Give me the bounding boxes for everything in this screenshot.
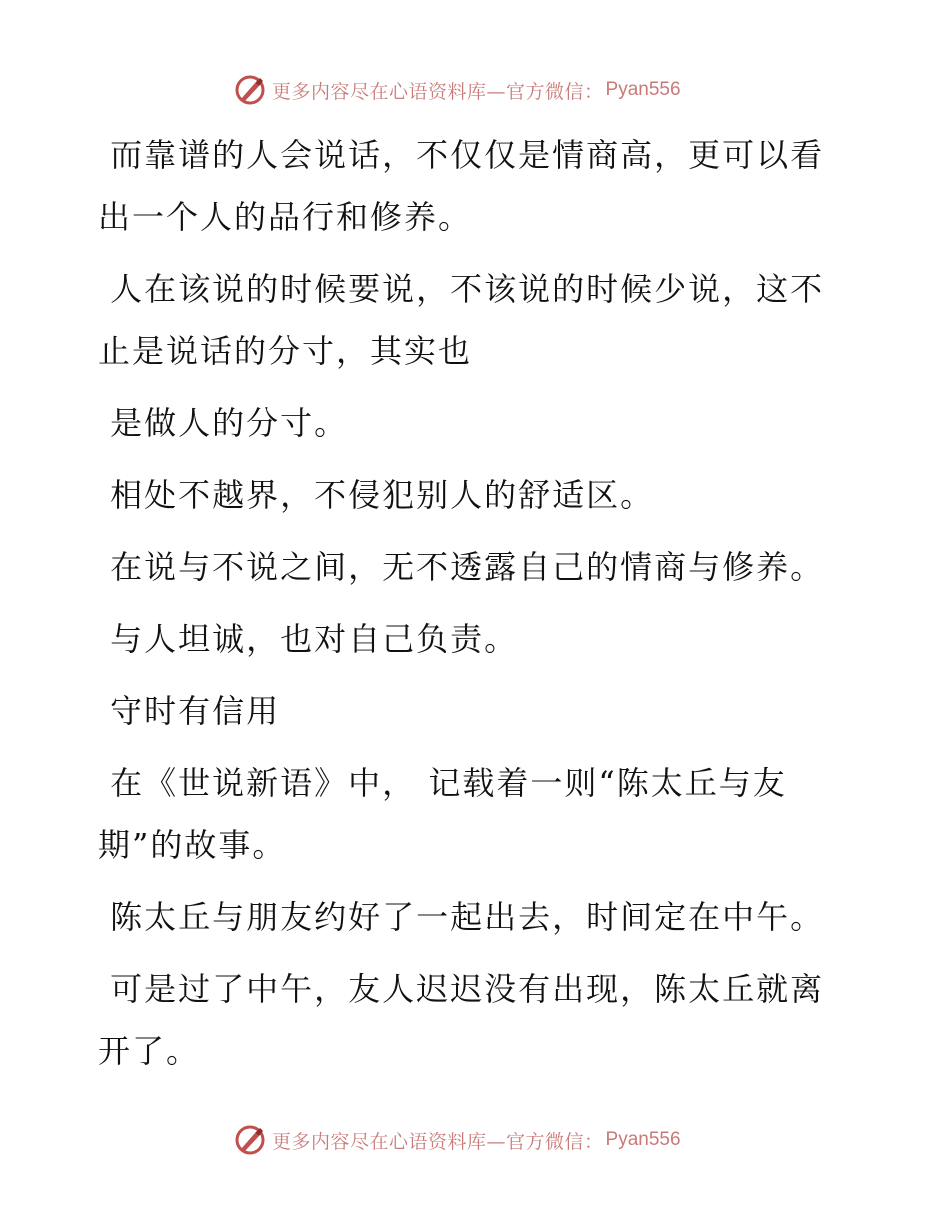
paragraph: 可是过了中午，友人迟迟没有出现，陈太丘就离开了。 — [98, 970, 825, 1070]
paragraph: 人在该说的时候要说，不该说的时候少说，这不止是说话的分寸，其实也 — [98, 270, 825, 370]
paragraph: 在《世说新语》中， 记载着一则“陈太丘与友期”的故事。 — [98, 764, 787, 864]
paragraph: 守时有信用 — [98, 692, 281, 730]
paragraph: 陈太丘与朋友约好了一起出去，时间定在中午。 — [98, 898, 825, 936]
header-wechat-id: Pyan556 — [605, 79, 681, 100]
paragraph: 与人坦诚，也对自己负责。 — [98, 620, 519, 658]
paragraph: 相处不越界，不侵犯别人的舒适区。 — [98, 476, 655, 514]
header-banner-text: 更多内容尽在心语资料库—官方微信： — [272, 80, 604, 103]
pen-logo-icon — [234, 1124, 266, 1156]
paragraph: 在说与不说之间，无不透露自己的情商与修养。 — [98, 548, 825, 586]
pen-logo-icon — [234, 74, 266, 106]
header-banner — [234, 72, 681, 108]
footer-wechat-id: Pyan556 — [605, 1129, 681, 1150]
paragraph: 是做人的分寸。 — [98, 404, 349, 442]
footer-banner — [234, 1122, 681, 1158]
paragraph: 而靠谱的人会说话，不仅仅是情商高，更可以看出一个人的品行和修养。 — [98, 136, 825, 236]
footer-banner-text: 更多内容尽在心语资料库—官方微信： — [272, 1130, 604, 1153]
document-body — [98, 124, 838, 1092]
